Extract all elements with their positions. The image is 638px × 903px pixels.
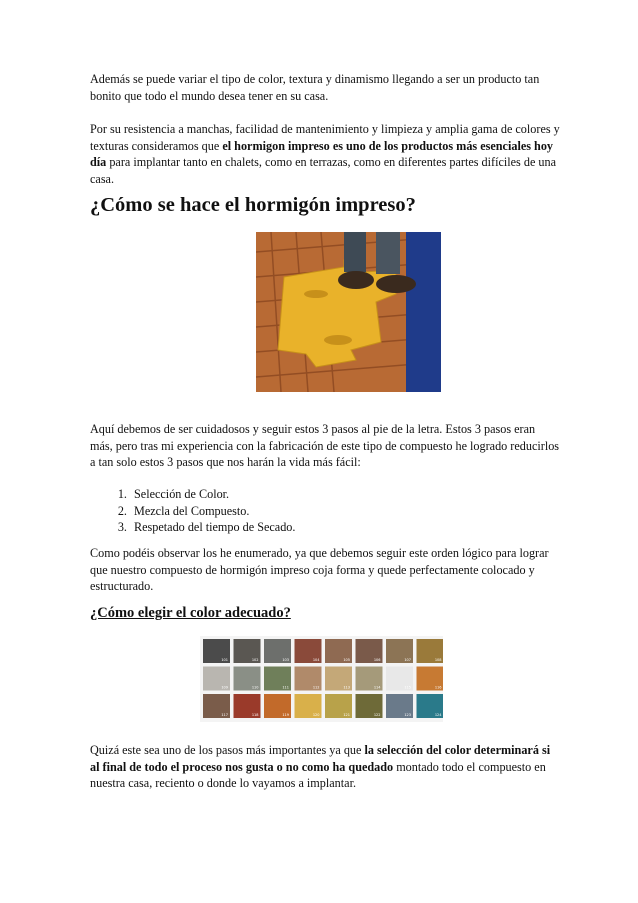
color-swatch-code: 101: [221, 658, 228, 662]
color-swatch-grid: [200, 636, 443, 722]
stamped-concrete-image: [256, 232, 441, 392]
heading-elegir-color: ¿Cómo elegir el color adecuado?: [90, 605, 291, 621]
color-swatch-code: 122: [373, 713, 381, 717]
color-swatch-code: 106: [373, 658, 381, 662]
color-swatch-chart: [200, 636, 443, 722]
paragraph-seleccion-text-1: Quizá este sea uno de los pasos más importantes ya que: [90, 743, 365, 757]
step-item: 3. Respetado del tiempo de Secado.: [130, 519, 560, 536]
color-swatch-code: 107: [404, 658, 411, 662]
steps-list: [90, 486, 560, 536]
paragraph-seleccion-text-2: montado todo el compuesto en nuestra casa, reciento o donde lo vayamos a implantar.: [90, 759, 546, 790]
paragraph-resistance-text-1: Por su resistencia a manchas, facilidad de mantenimiento y limpieza y amplia gama de colores y texturas consideramos que: [90, 122, 560, 153]
color-swatch-code: 118: [251, 713, 259, 717]
paragraph-pasos: Aquí debemos de ser cuidadosos y seguir estos 3 pasos al pie de la letra. Estos 3 pasos eran más, pero tras mi experiencia con la fabricación de este tipo de compuesto he logrado reducirlos a tan solo estos 3 pasos que nos harán la vida más fácil:: [90, 422, 560, 469]
color-swatch-code: 111: [282, 685, 289, 690]
color-swatch-code: 105: [343, 658, 350, 662]
color-swatch-code: 113: [343, 685, 350, 690]
paragraph-intro: Además se puede variar el tipo de color, textura y dinamismo llegando a ser un producto tan bonito que todo el mundo desea tener en su casa.: [90, 72, 540, 103]
color-swatch-code: 103: [282, 658, 289, 662]
color-swatch-code: 102: [251, 658, 259, 662]
color-swatch-code: 121: [343, 713, 350, 717]
color-swatch-code: 115: [404, 685, 411, 690]
step-item: 1. Selección de Color.: [130, 486, 560, 503]
heading-como-se-hace: ¿Cómo se hace el hormigón impreso?: [90, 194, 416, 216]
color-swatch-code: 114: [373, 685, 381, 690]
color-swatch-code: 108: [434, 658, 442, 662]
paragraph-seleccion-bold: la selección del color determinará si al final de todo el proceso nos gusta o no como ha quedado: [90, 743, 551, 774]
paragraph-resistance-bold: el hormigon impreso es uno de los productos más esenciales hoy día: [90, 138, 554, 169]
color-swatch-code: 110: [251, 685, 259, 690]
paragraph-seleccion-color: [90, 742, 560, 792]
color-swatch-code: 116: [434, 685, 442, 690]
step-item: 2. Mezcla del Compuesto.: [130, 503, 560, 520]
color-swatch-code: 104: [312, 658, 320, 662]
color-swatch-code: 117: [221, 713, 228, 717]
color-swatch-code: 112: [312, 685, 320, 690]
paragraph-resistance: [90, 121, 560, 187]
color-swatch-code: 109: [221, 685, 228, 690]
paragraph-resistance-text-2: para implantar tanto en chalets, como en terrazas, como en diferentes partes difíciles de una casa.: [90, 155, 556, 186]
stamped-concrete-photo: [256, 232, 441, 392]
color-swatch-code: 123: [404, 713, 411, 717]
color-swatch-code: 120: [312, 713, 320, 717]
color-swatch-code: 124: [434, 713, 442, 717]
paragraph-orden: Como podéis observar los he enumerado, ya que debemos seguir este orden lógico para lograr que nuestro compuesto de hormigón impreso coja forma y quede perfectamente colocado y estructurado.: [90, 546, 549, 593]
color-swatch-code: 119: [282, 713, 289, 717]
